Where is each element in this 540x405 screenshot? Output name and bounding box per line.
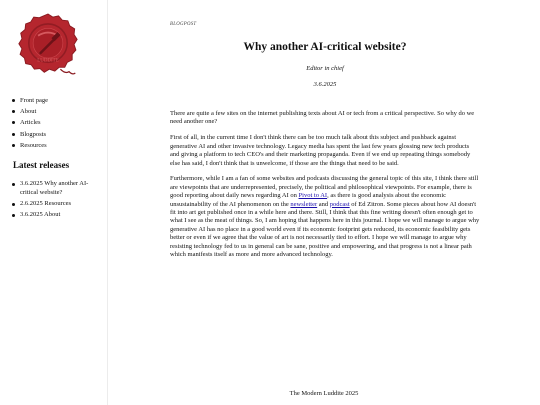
nav-item-resources[interactable] (9, 140, 48, 151)
main-nav (9, 95, 48, 151)
release-item[interactable] (9, 200, 105, 209)
article-paragraph: There are quite a few sites on the internet publishing texts about AI or tech from a critical perspective. So why do we need another one? (170, 110, 475, 126)
latest-releases-heading: Latest releases (13, 160, 70, 170)
post-byline: Editor in chief (306, 65, 344, 72)
paragraph-text: and (317, 200, 330, 208)
post-title: Why another AI-critical website? (243, 41, 407, 53)
page-footer: The Modern Luddite 2025 (289, 390, 359, 397)
paragraph-text: , as there is good analysis about the economic unsustainability of the AI phenomenon on the (170, 192, 447, 208)
article-paragraph (170, 175, 480, 259)
article-body (170, 110, 480, 260)
nav-item-articles[interactable] (9, 117, 48, 128)
nav-item-about[interactable] (9, 106, 48, 117)
release-item[interactable] (9, 180, 105, 197)
nav-item-front-page[interactable] (9, 95, 48, 106)
release-link[interactable]: 3.6.2025 About (20, 210, 61, 218)
newsletter-link[interactable]: newsletter (290, 200, 318, 208)
release-item[interactable] (9, 211, 105, 220)
paragraph-text: Furthermore, while I am a fan of some websites and podcasts discussing the general topic of this site, I think there still are viewpoints that are underrepresented, precisely, the political and philosophical viewpoints. For example, there is good reporting about daily news regarding AI on (170, 175, 479, 200)
nav-link-about[interactable]: About (20, 108, 37, 116)
wax-seal-logo[interactable] (17, 12, 79, 78)
article-main (170, 22, 480, 267)
nav-link-front-page[interactable]: Front page (20, 97, 48, 104)
release-link[interactable]: 2.6.2025 Resources (20, 199, 72, 207)
sidebar (0, 0, 108, 405)
nav-item-blogposts[interactable] (9, 129, 48, 140)
logo-text: LUDDITE (37, 58, 59, 64)
article-paragraph: First of all, in the current time I don't think there can be too much talk about this subject and pushback against generative AI and other invasive technology. Legacy media has spent the last few years glossing new tech products and giving a platform to tech CEO's and their marketing propaganda. Even if we end up repeating things somebody else has said, I don't think that is unwelcome, if those are the things that need to be said. (170, 134, 471, 167)
nav-link-articles[interactable]: Articles (20, 119, 41, 127)
post-category: BLOGPOST (170, 22, 197, 27)
pivot-to-ai-link[interactable]: Pivot to AI (298, 192, 328, 200)
nav-link-resources[interactable]: Resources (20, 141, 47, 149)
paragraph-text: of Ed Zitron. Some pieces about how AI doesn't fit into art get published once in a while here and there. Still, I think that this fine writing doesn't often enough get to what I see as the meat of things. So, I am hoping that happens here in this journal. I hope we will manage to argue why generative AI has no place in a good world even if its economic footprint gets reduced, its economic feasibility gets better or even if we agree that the value of art is not necessarily tied to effort. I hope we will manage to argue why resisting technology fed to us in general can be sane, positive and empowering, and that progress is not a linear path which manifests itself as more and more advanced technology. (170, 200, 480, 259)
post-date: 3.6.2025 (313, 81, 337, 88)
nav-link-blogposts[interactable]: Blogposts (20, 130, 47, 138)
release-link[interactable]: 3.6.2025 Why another AI-critical website? (20, 180, 89, 196)
latest-releases-list (9, 180, 105, 222)
podcast-link[interactable]: podcast (329, 200, 350, 208)
